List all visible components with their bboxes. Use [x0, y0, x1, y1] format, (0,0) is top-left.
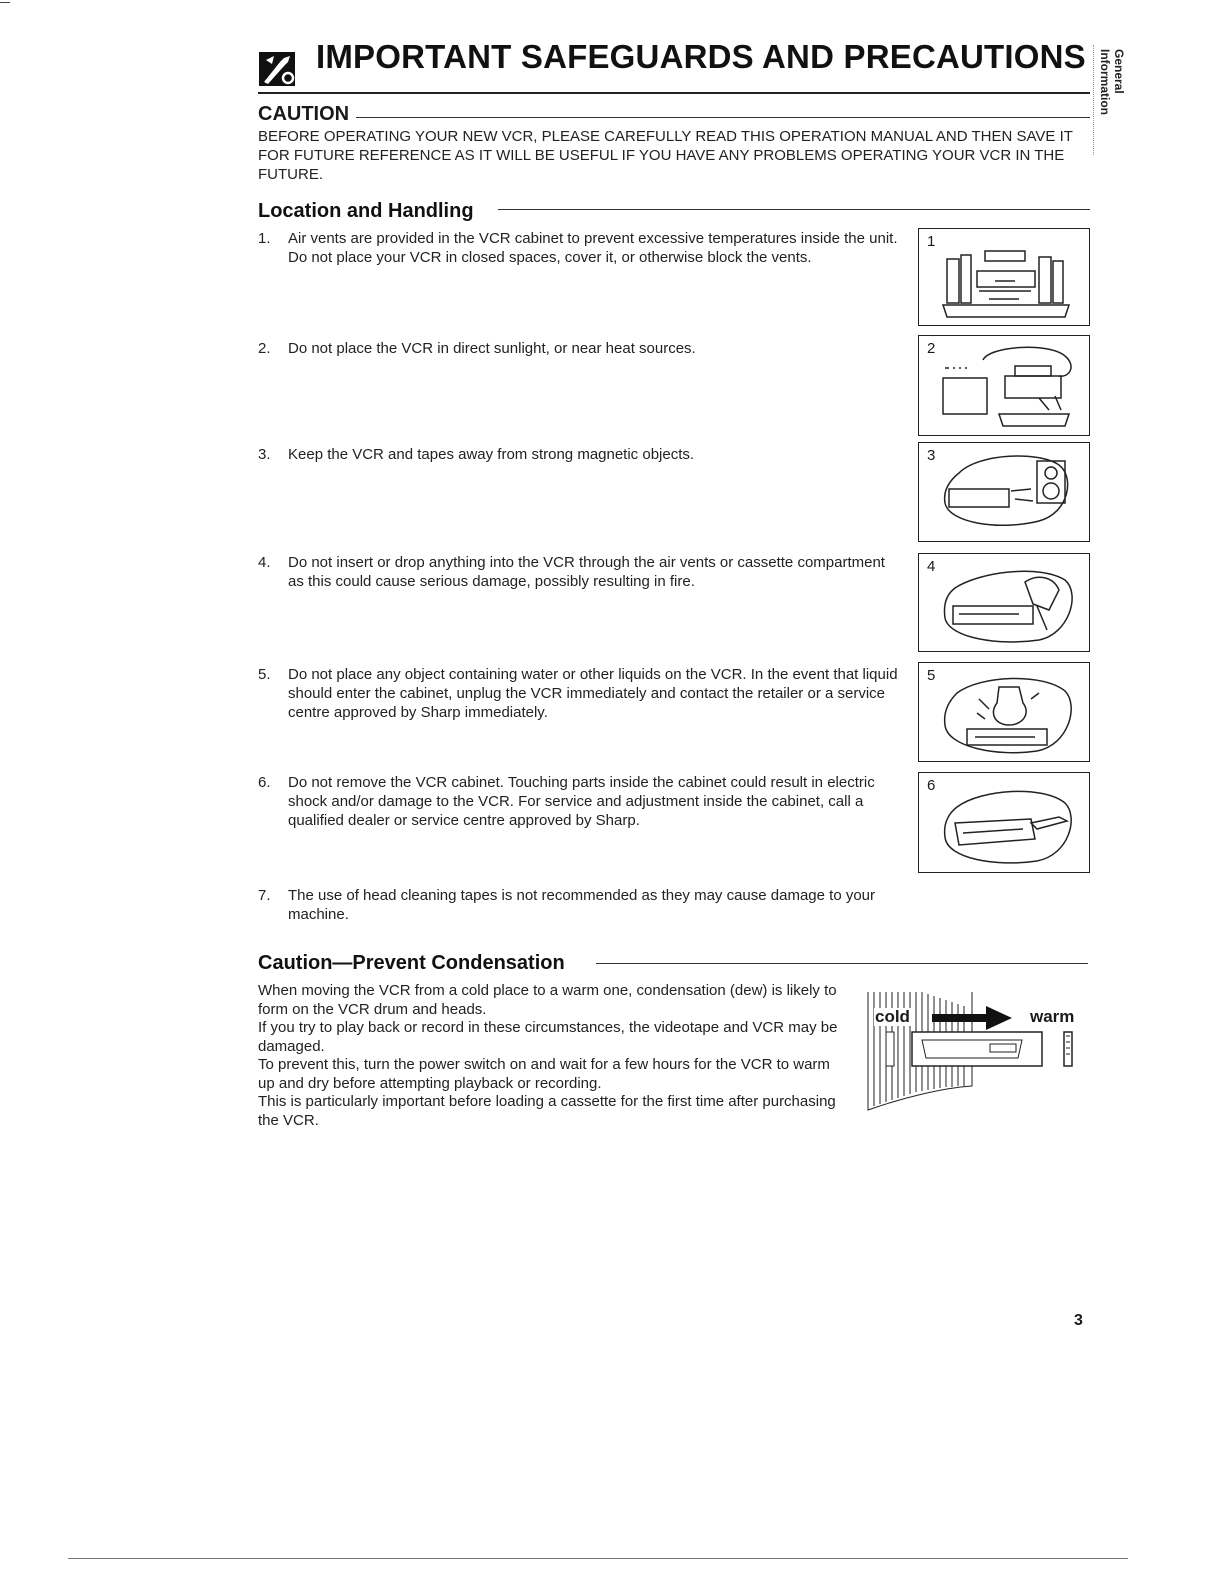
caution-heading: CAUTION	[258, 103, 350, 125]
bottom-rule	[68, 1558, 1128, 1559]
figure-number: 1	[927, 233, 936, 250]
item-number: 7.	[258, 887, 271, 904]
side-tab	[1093, 45, 1130, 155]
figure-heat	[918, 335, 1090, 436]
item-text: Do not remove the VCR cabinet. Touching parts inside the cabinet could result in electric shock and/or damage to the VCR. For service and adjustment inside the cabinet, call a qualified dealer or service centre approved by Sharp.	[288, 774, 875, 829]
item-number: 5.	[258, 666, 271, 683]
item-number: 4.	[258, 554, 271, 571]
item-text: The use of head cleaning tapes is not recommended as they may cause damage to your machine.	[288, 887, 876, 923]
item-text: Do not place any object containing water or other liquids on the VCR. In the event that liquid should enter the cabinet, unplug the VCR immediately and contact the retailer or a service centre approved by Sharp immediately.	[288, 666, 898, 721]
condensation-text	[258, 982, 838, 1130]
figure-number: 6	[927, 777, 936, 794]
warm-label: warm	[1030, 1007, 1075, 1026]
location-heading: Location and Handling	[258, 200, 474, 222]
figure-liquid	[918, 662, 1090, 762]
vase-on-vcr-illustration	[919, 663, 1089, 761]
figure-number: 3	[927, 447, 936, 464]
figure-magnet	[918, 442, 1090, 542]
figure-insert	[918, 553, 1090, 652]
side-tab-label: General Information	[1098, 49, 1126, 115]
item-number: 2.	[258, 340, 271, 357]
page-title: IMPORTANT SAFEGUARDS AND PRECAUTIONS	[316, 38, 1086, 75]
page-number: 3	[1074, 1312, 1083, 1329]
condensation-paragraph: When moving the VCR from a cold place to a warm one, condensation (dew) is likely to form on the VCR drum and heads.	[258, 982, 837, 1018]
condensation-paragraph: If you try to play back or record in these circumstances, the videotape and VCR may be damaged.	[258, 1019, 838, 1055]
wrench-book-icon	[258, 48, 298, 88]
condensation-rule	[596, 963, 1088, 964]
item-text: Do not insert or drop anything into the VCR through the air vents or cassette compartment as this could cause serious damage, possibly resulting in fire.	[288, 554, 885, 590]
item-number: 6.	[258, 774, 271, 791]
condensation-paragraph: This is particularly important before loading a cassette for the first time after purchasing the VCR.	[258, 1093, 836, 1129]
vcr-in-cabinet-illustration	[919, 229, 1089, 325]
item-number: 3.	[258, 446, 271, 463]
figure-cabinet	[918, 772, 1090, 873]
item-text: Keep the VCR and tapes away from strong magnetic objects.	[288, 446, 695, 463]
cold-warm-illustration	[862, 988, 1092, 1112]
scan-mark	[0, 2, 10, 3]
item-number: 1.	[258, 230, 271, 247]
title-rule	[258, 92, 1090, 94]
item-text: Do not place the VCR in direct sunlight, or near heat sources.	[288, 340, 696, 357]
vcr-near-heater-illustration	[919, 336, 1089, 435]
vcr-near-speaker-illustration	[919, 443, 1089, 541]
hand-inserting-object-illustration	[919, 554, 1089, 651]
figure-vents	[918, 228, 1090, 326]
caution-text: BEFORE OPERATING YOUR NEW VCR, PLEASE CAREFULLY READ THIS OPERATION MANUAL AND THEN SAVE IT FOR FUTURE REFERENCE AS IT WILL BE USEFUL IF YOU HAVE ANY PROBLEMS OPERATING YOUR VCR IN THE FUTURE.	[258, 128, 1073, 183]
item-text: Air vents are provided in the VCR cabinet to prevent excessive temperatures inside the unit. Do not place your VCR in closed spaces, cover it, or otherwise block the vents.	[288, 230, 898, 266]
cold-label: cold	[875, 1007, 910, 1026]
location-rule	[498, 209, 1090, 210]
figure-number: 5	[927, 667, 936, 684]
condensation-heading: Caution—Prevent Condensation	[258, 952, 565, 974]
caution-rule	[356, 117, 1090, 118]
figure-number: 4	[927, 558, 936, 575]
screwdriver-opening-vcr-illustration	[919, 773, 1089, 872]
condensation-paragraph: To prevent this, turn the power switch on and wait for a few hours for the VCR to warm up and dry before attempting playback or recording.	[258, 1056, 830, 1092]
figure-number: 2	[927, 340, 936, 357]
